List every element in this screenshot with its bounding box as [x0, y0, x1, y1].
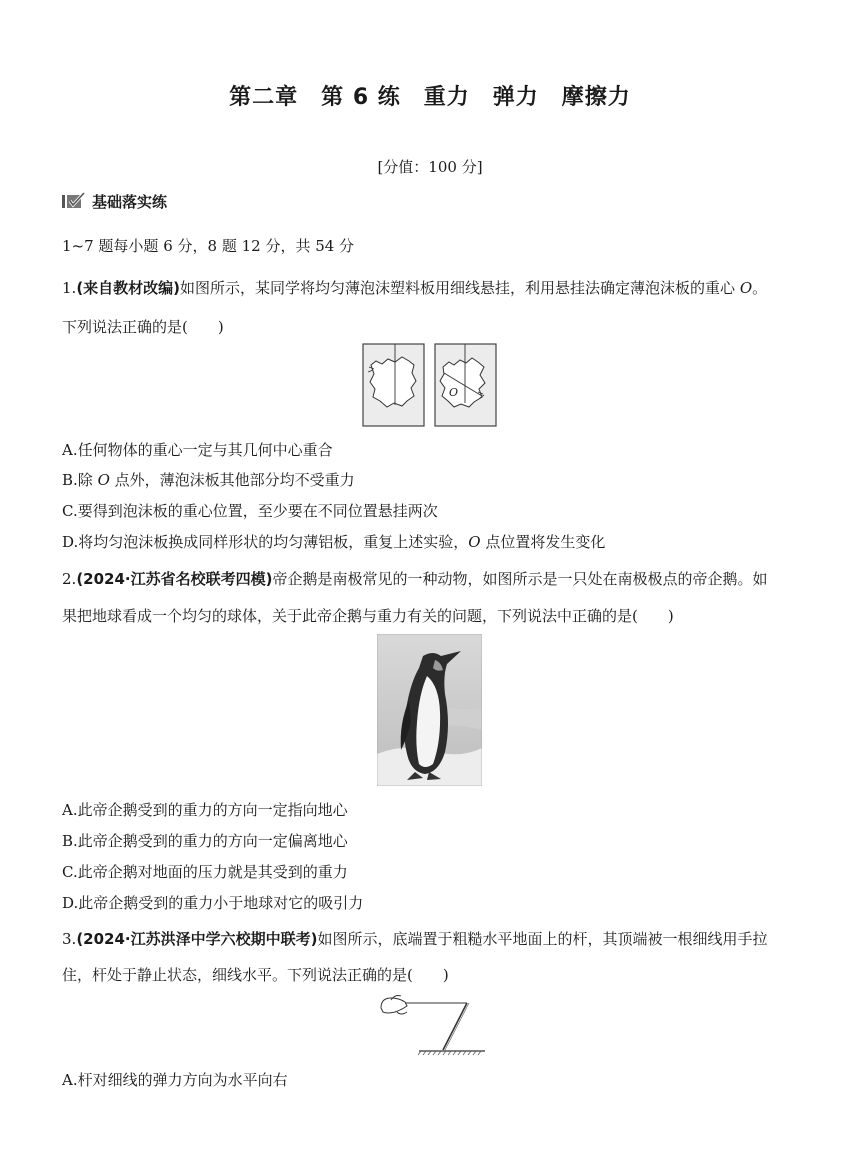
q2-stem-line-1 — [62, 568, 768, 589]
q1-option-b-text-2: 点外，薄泡沫板其他部分均不受重力 — [109, 471, 355, 489]
q2-stem-line-2: 果把地球看成一个均匀的球体，关于此帝企鹅与重力有关的问题，下列说法中正确的是( ) — [62, 607, 674, 625]
q1-stem-line-2: 下列说法正确的是( ) — [62, 318, 224, 336]
page-title: 第二章 第 6 练 重力 弹力 摩擦力 — [229, 85, 631, 110]
section-header — [62, 191, 167, 211]
q1-number: 1. — [62, 279, 77, 297]
q3-rod-figure — [377, 990, 487, 1056]
q3-option-a: A.杆对细线的弹力方向为水平向右 — [62, 1071, 288, 1089]
q1-text-1-end: 。 — [752, 279, 768, 297]
q3-text-1: 如图所示，底端置于粗糙水平地面上的杆，其顶端被一根细线用手拉 — [317, 930, 768, 948]
q1-point-o: O — [739, 279, 753, 297]
q2-penguin-photo — [377, 634, 482, 786]
q1-option-b-o: O — [97, 471, 110, 489]
q3-stem-line-1 — [62, 928, 768, 949]
q1-option-d-text: D.将均匀泡沫板换成同样形状的均匀薄铝板，重复上述实验， — [62, 533, 469, 551]
q1-option-b-text: B.除 — [62, 471, 98, 489]
q3-stem-line-2: 住，杆处于静止状态，细线水平。下列说法正确的是( ) — [62, 966, 449, 984]
score-value: [分值：100 分] — [377, 158, 483, 176]
q1-option-a: A.任何物体的重心一定与其几何中心重合 — [62, 441, 333, 459]
q2-option-b: B.此帝企鹅受到的重力的方向一定偏离地心 — [62, 832, 348, 850]
q2-option-d: D.此帝企鹅受到的重力小于地球对它的吸引力 — [62, 894, 364, 912]
q2-option-c: C.此帝企鹅对地面的压力就是其受到的重力 — [62, 863, 348, 881]
q2-text-1: 帝企鹅是南极常见的一种动物，如图所示是一只处在南极极点的帝企鹅。如 — [272, 570, 768, 588]
q1-option-d — [62, 531, 605, 552]
q3-source: (2024·江苏洪泽中学六校期中联考) — [76, 930, 318, 948]
q1-source: (来自教材改编) — [76, 279, 181, 297]
q1-option-d-text-2: 点位置将发生变化 — [480, 533, 606, 551]
q1-option-d-o: O — [468, 533, 481, 551]
section-label: 基础落实练 — [92, 192, 168, 211]
q2-source: (2024·江苏省名校联考四模) — [76, 570, 273, 588]
checkbox-checked-icon — [62, 192, 86, 210]
q1-text-1: 如图所示，某同学将均匀薄泡沫塑料板用细线悬挂，利用悬挂法确定薄泡沫板的重心 — [180, 279, 740, 297]
q1-stem-line-1 — [62, 277, 767, 298]
q2-option-a: A.此帝企鹅受到的重力的方向一定指向地心 — [62, 801, 348, 819]
q2-number: 2. — [62, 570, 77, 588]
q1-option-b — [62, 469, 355, 490]
points-intro: 1~7 题每小题 6 分，8 题 12 分，共 54 分 — [62, 237, 355, 255]
q1-option-c: C.要得到泡沫板的重心位置，至少要在不同位置悬挂两次 — [62, 502, 438, 520]
q3-number: 3. — [62, 930, 77, 948]
q1-foam-board-figure — [362, 343, 498, 427]
q1-figure-label-o: O — [449, 386, 459, 399]
